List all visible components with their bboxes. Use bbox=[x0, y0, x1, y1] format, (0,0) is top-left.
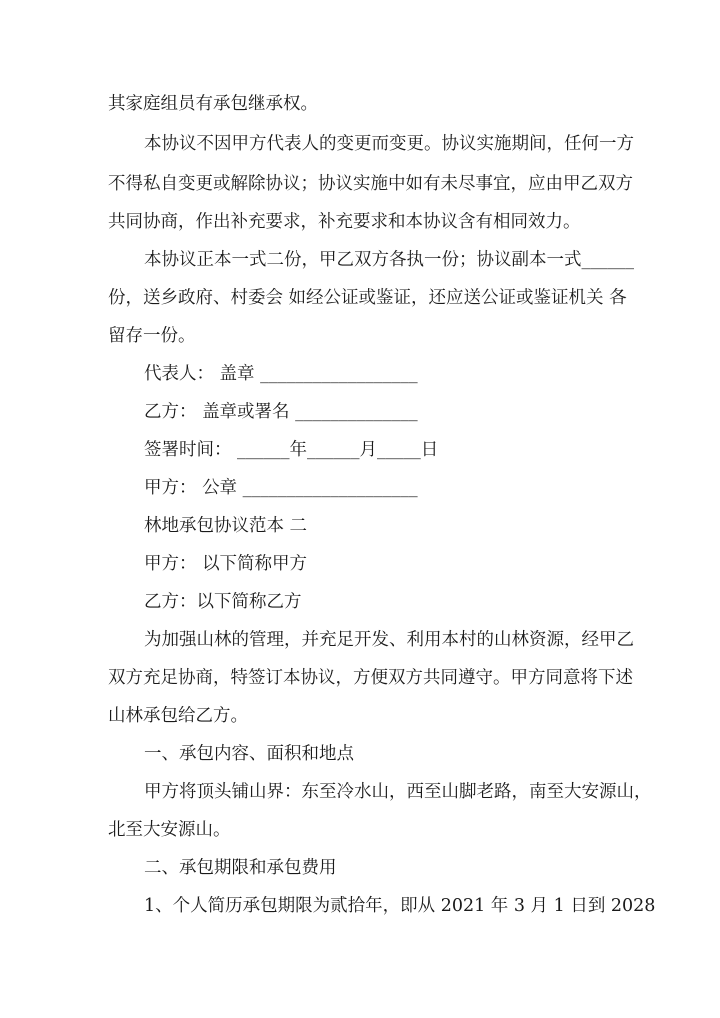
text-line: 本协议正本一式二份，甲乙双方各执一份；协议副本一式______ bbox=[144, 250, 634, 270]
section-heading: 二、承包期限和承包费用 bbox=[144, 858, 337, 878]
section-title: 林地承包协议范本 二 bbox=[144, 516, 308, 536]
text-line: 乙方：以下简称乙方 bbox=[144, 592, 302, 612]
text-line: 甲方： 以下简称甲方 bbox=[144, 554, 308, 574]
text-line: 山林承包给乙方。 bbox=[108, 706, 248, 726]
text-line: 双方充足协商，特签订本协议，方便双方共同遵守。甲方同意将下述 bbox=[108, 668, 633, 688]
text-line: 份，送乡政府、村委会 如经公证或鉴证，还应送公证或鉴证机关 各 bbox=[108, 288, 627, 308]
text-line: 本协议不因甲方代表人的变更而变更。协议实施期间，任何一方 bbox=[144, 134, 634, 154]
text-line: 共同协商，作出补充要求，补充要求和本协议含有相同效力。 bbox=[108, 212, 581, 232]
section-heading: 一、承包内容、面积和地点 bbox=[144, 744, 354, 764]
signature-line-party-a: 甲方： 公章 ____________________ bbox=[144, 478, 418, 498]
text-line: 1、个人简历承包期限为贰拾年，即从 2021 年 3 月 1 日到 2028 bbox=[144, 896, 656, 916]
text-line: 留存一份。 bbox=[108, 326, 196, 346]
signature-line-party-b: 乙方： 盖章或署名 ______________ bbox=[144, 402, 418, 422]
text-line: 北至大安源山。 bbox=[108, 820, 231, 840]
text-line: 其家庭组员有承包继承权。 bbox=[108, 94, 318, 114]
signature-date-line: 签署时间： ______年______月_____日 bbox=[144, 440, 439, 460]
text-line: 不得私自变更或解除协议；协议实施中如有未尽事宜，应由甲乙双方 bbox=[108, 174, 633, 194]
text-line: 甲方将顶头铺山界：东至冷水山，西至山脚老路，南至大安源山， bbox=[144, 782, 652, 802]
text-line: 为加强山林的管理，并充足开发、利用本村的山林资源，经甲乙 bbox=[144, 630, 634, 650]
signature-line-representative: 代表人： 盖章 __________________ bbox=[144, 364, 418, 384]
